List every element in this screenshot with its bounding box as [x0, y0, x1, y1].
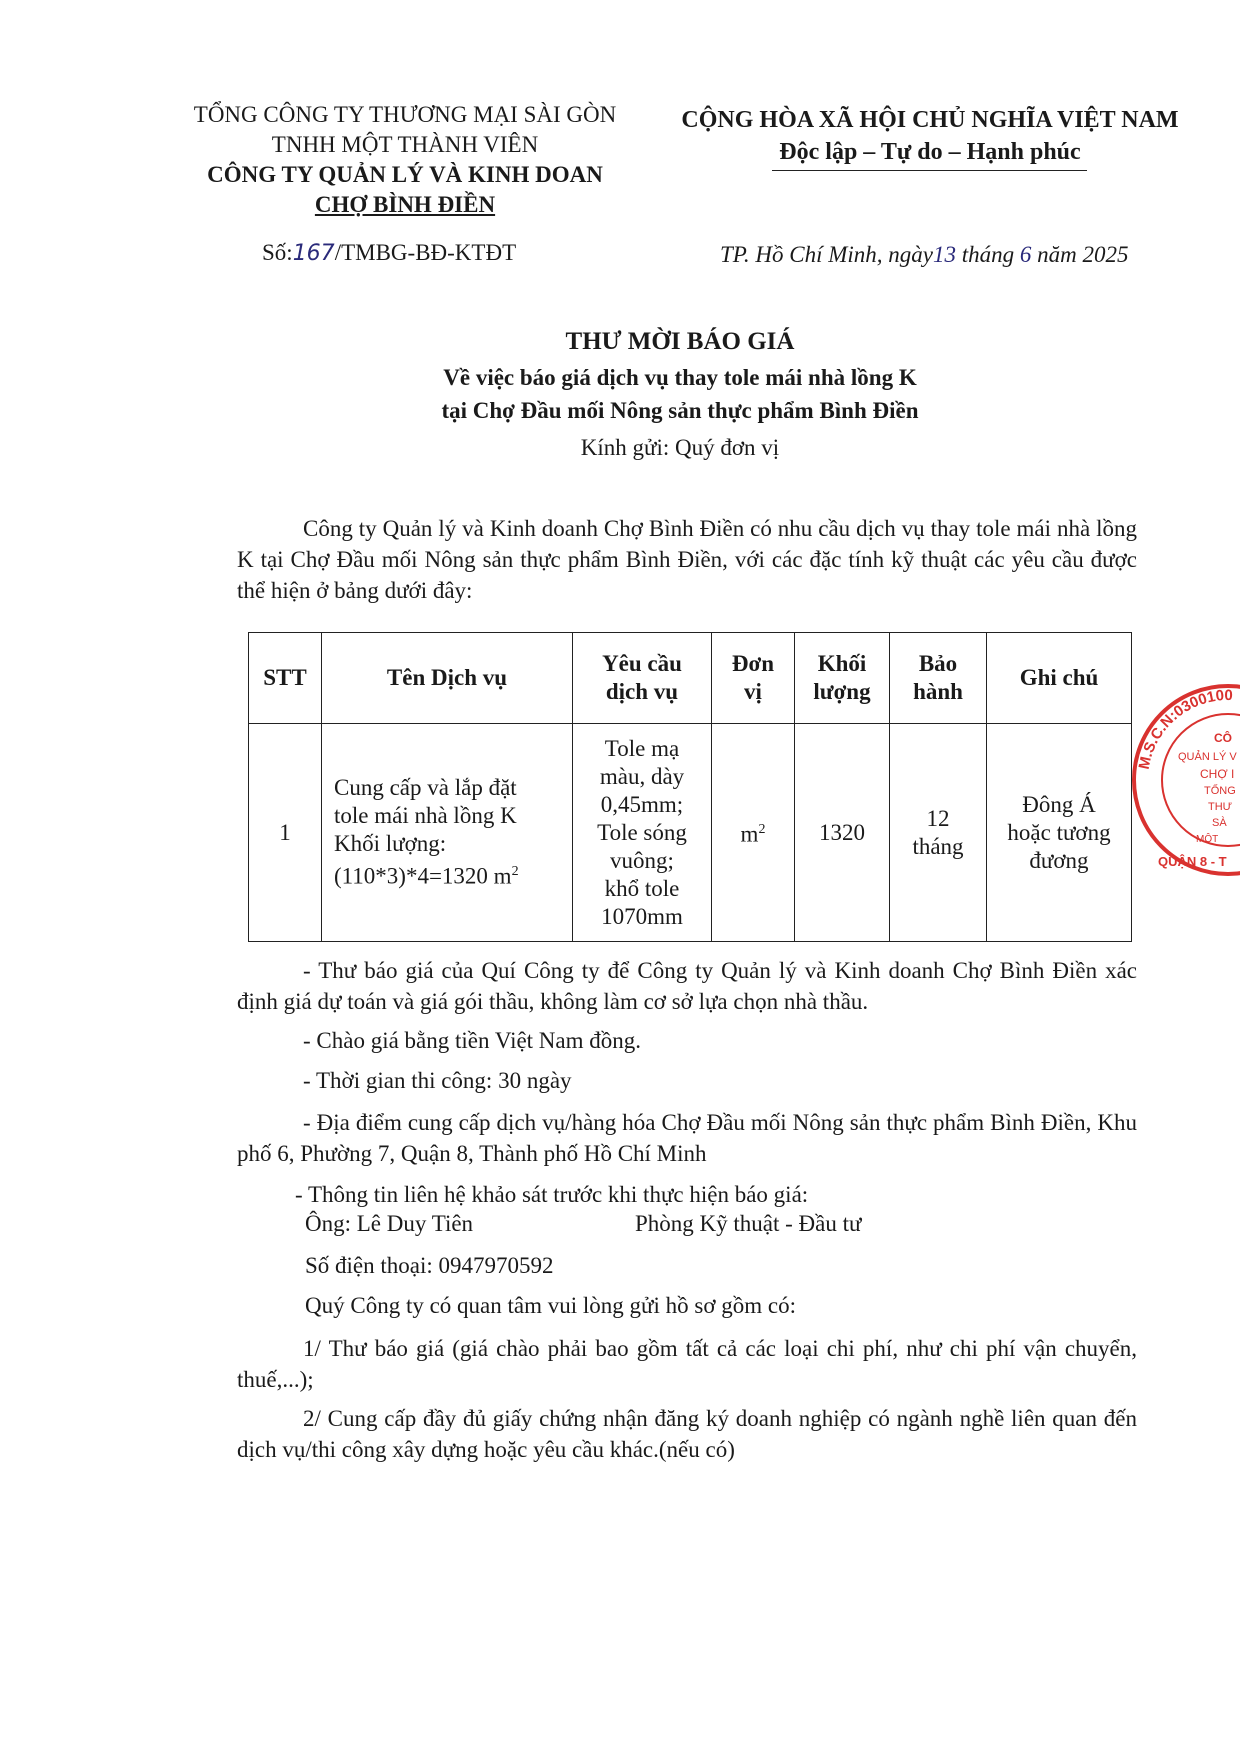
req-l6: khổ tole [604, 875, 680, 901]
warranty-l1: 12 [926, 805, 950, 831]
cell-warranty [890, 724, 987, 942]
cell-service-name [322, 724, 573, 942]
issuer-company-line2: CHỢ BÌNH ĐIỀN [314, 192, 496, 217]
national-title: CỘNG HÒA XÃ HỘI CHỦ NGHĨA VIỆT NAM [681, 107, 1179, 133]
seal-text-4: TỔNG [1204, 785, 1236, 797]
cell-quantity: 1320 [795, 724, 890, 942]
motto-underline [772, 170, 1087, 171]
seal-text-1: CÔ [1214, 731, 1232, 745]
company-seal-stamp [1128, 680, 1240, 880]
date-month-label: tháng [961, 242, 1015, 267]
bullet-location: - Địa điểm cung cấp dịch vụ/hàng hóa Chợ Đầu mối Nông sản thực phẩm Bình Điền, Khu phố 6, Phường 7, Quận 8, Thành phố Hồ Chí Minh [237, 1110, 1137, 1166]
ref-number-handwritten: 167 [292, 241, 335, 266]
date-place: TP. Hồ Chí Minh, ngày [720, 242, 933, 267]
requirement-item-2: 2/ Cung cấp đầy đủ giấy chứng nhận đăng ký doanh nghiệp có ngành nghề liên quan đến dịch vụ/thi công xây dựng hoặc yêu cầu khác.(nếu có) [237, 1406, 1137, 1462]
unit-sup: 2 [758, 822, 766, 838]
document-subject-line2: tại Chợ Đầu mối Nông sản thực phẩm Bình Điền [441, 398, 919, 423]
contact-department: Phòng Kỹ thuật - Đầu tư [635, 1211, 862, 1236]
bullet-purpose: - Thư báo giá của Quí Công ty để Công ty Quản lý và Kinh doanh Chợ Bình Điền xác định giá dự toán và giá gói thầu, không làm cơ sở lựa chọn nhà thầu. [237, 958, 1137, 1014]
bullet-duration: - Thời gian thi công: 30 ngày [303, 1068, 572, 1093]
issuer-block [170, 100, 640, 220]
issuer-parent-line2: TNHH MỘT THÀNH VIÊN [271, 132, 539, 157]
col-quantity-l2: lượng [813, 679, 871, 704]
bullet-currency: - Chào giá bằng tiền Việt Nam đồng. [303, 1028, 642, 1053]
note-l3: đương [1029, 847, 1089, 873]
col-service-name: Tên Dịch vụ [322, 633, 573, 724]
cell-note [987, 724, 1132, 942]
col-unit-l2: vị [744, 679, 762, 704]
warranty-l2: tháng [912, 833, 964, 859]
seal-text-3: CHỢ I [1200, 767, 1235, 781]
col-requirement [573, 633, 712, 724]
col-note: Ghi chú [987, 633, 1132, 724]
note-l1: Đông Á [1022, 791, 1096, 817]
cell-requirement [573, 724, 712, 942]
service-name-l4-sup: 2 [511, 864, 519, 880]
date-year: năm 2025 [1037, 242, 1129, 267]
document-reference [262, 240, 516, 266]
col-quantity [795, 633, 890, 724]
seal-text-2: QUẢN LÝ V [1178, 751, 1237, 763]
intro-paragraph: Công ty Quản lý và Kinh doanh Chợ Bình Điền có nhu cầu dịch vụ thay tole mái nhà lồng K tại Chợ Đầu mối Nông sản thực phẩm Bình Điền, với các đặc tính kỹ thuật các yêu cầu được thể hiện ở bảng dưới đây: [237, 516, 1137, 603]
req-l5: vuông; [610, 847, 674, 873]
service-name-l2: tole mái nhà lồng K [334, 803, 517, 829]
contact-phone: Số điện thoại: 0947970592 [305, 1253, 554, 1278]
unit-value: m [740, 821, 759, 847]
table-header-row [249, 633, 1132, 724]
col-quantity-l1: Khối [817, 651, 867, 676]
document-title: THƯ MỜI BÁO GIÁ [565, 328, 795, 355]
note-l2: hoặc tương [1007, 819, 1111, 845]
seal-code-text: M.S.C.N:0300100 [1135, 686, 1233, 771]
document-subject-line1: Về việc báo giá dịch vụ thay tole mái nhà lồng K [443, 365, 917, 390]
service-name-l4: (110*3)*4=1320 m [334, 863, 512, 889]
contact-name: Ông: Lê Duy Tiên [305, 1211, 474, 1236]
national-motto: Độc lập – Tự do – Hạnh phúc [779, 139, 1081, 165]
service-table [248, 632, 1132, 942]
date-day-handwritten: 13 [932, 242, 956, 267]
document-date [720, 242, 1129, 268]
closing-intro: Quý Công ty có quan tâm vui lòng gửi hồ sơ gồm có: [305, 1293, 796, 1318]
seal-text-6: SÀ [1212, 817, 1227, 829]
seal-text-8: QUẬN 8 - T [1158, 854, 1227, 869]
ref-suffix: /TMBG-BĐ-KTĐT [334, 240, 517, 265]
cell-stt: 1 [249, 724, 322, 942]
req-l1: Tole mạ [604, 735, 680, 761]
req-l7: 1070mm [601, 903, 683, 929]
service-name-l1: Cung cấp và lắp đặt [334, 775, 517, 801]
col-warranty [890, 633, 987, 724]
ref-prefix: Số: [262, 240, 293, 265]
col-requirement-l2: dịch vụ [605, 679, 679, 704]
national-motto-block [670, 104, 1190, 168]
req-l2: màu, dày [599, 763, 685, 789]
date-month-handwritten: 6 [1019, 242, 1032, 267]
seal-text-7: MỘT [1196, 834, 1219, 845]
req-l4: Tole sóng [597, 819, 687, 845]
service-name-l3: Khối lượng: [334, 831, 447, 857]
col-requirement-l1: Yêu cầu [602, 651, 682, 676]
col-unit [712, 633, 795, 724]
req-l3: 0,45mm; [600, 791, 684, 817]
col-stt: STT [249, 633, 322, 724]
table-row [249, 724, 1132, 942]
seal-text-5: THƯ [1208, 801, 1233, 813]
cell-unit [712, 724, 795, 942]
bullet-contact: - Thông tin liên hệ khảo sát trước khi thực hiện báo giá: [295, 1182, 809, 1207]
greeting: Kính gửi: Quý đơn vị [580, 435, 780, 460]
col-warranty-l2: hành [913, 679, 963, 704]
col-warranty-l1: Bảo [918, 651, 958, 676]
issuer-company-line1: CÔNG TY QUẢN LÝ VÀ KINH DOAN [207, 162, 603, 187]
col-unit-l1: Đơn [731, 651, 775, 676]
requirement-item-1: 1/ Thư báo giá (giá chào phải bao gồm tất cả các loại chi phí, như chi phí vận chuyển, thuế,...); [237, 1336, 1137, 1392]
issuer-parent-line1: TỔNG CÔNG TY THƯƠNG MẠI SÀI GÒN [193, 102, 617, 127]
